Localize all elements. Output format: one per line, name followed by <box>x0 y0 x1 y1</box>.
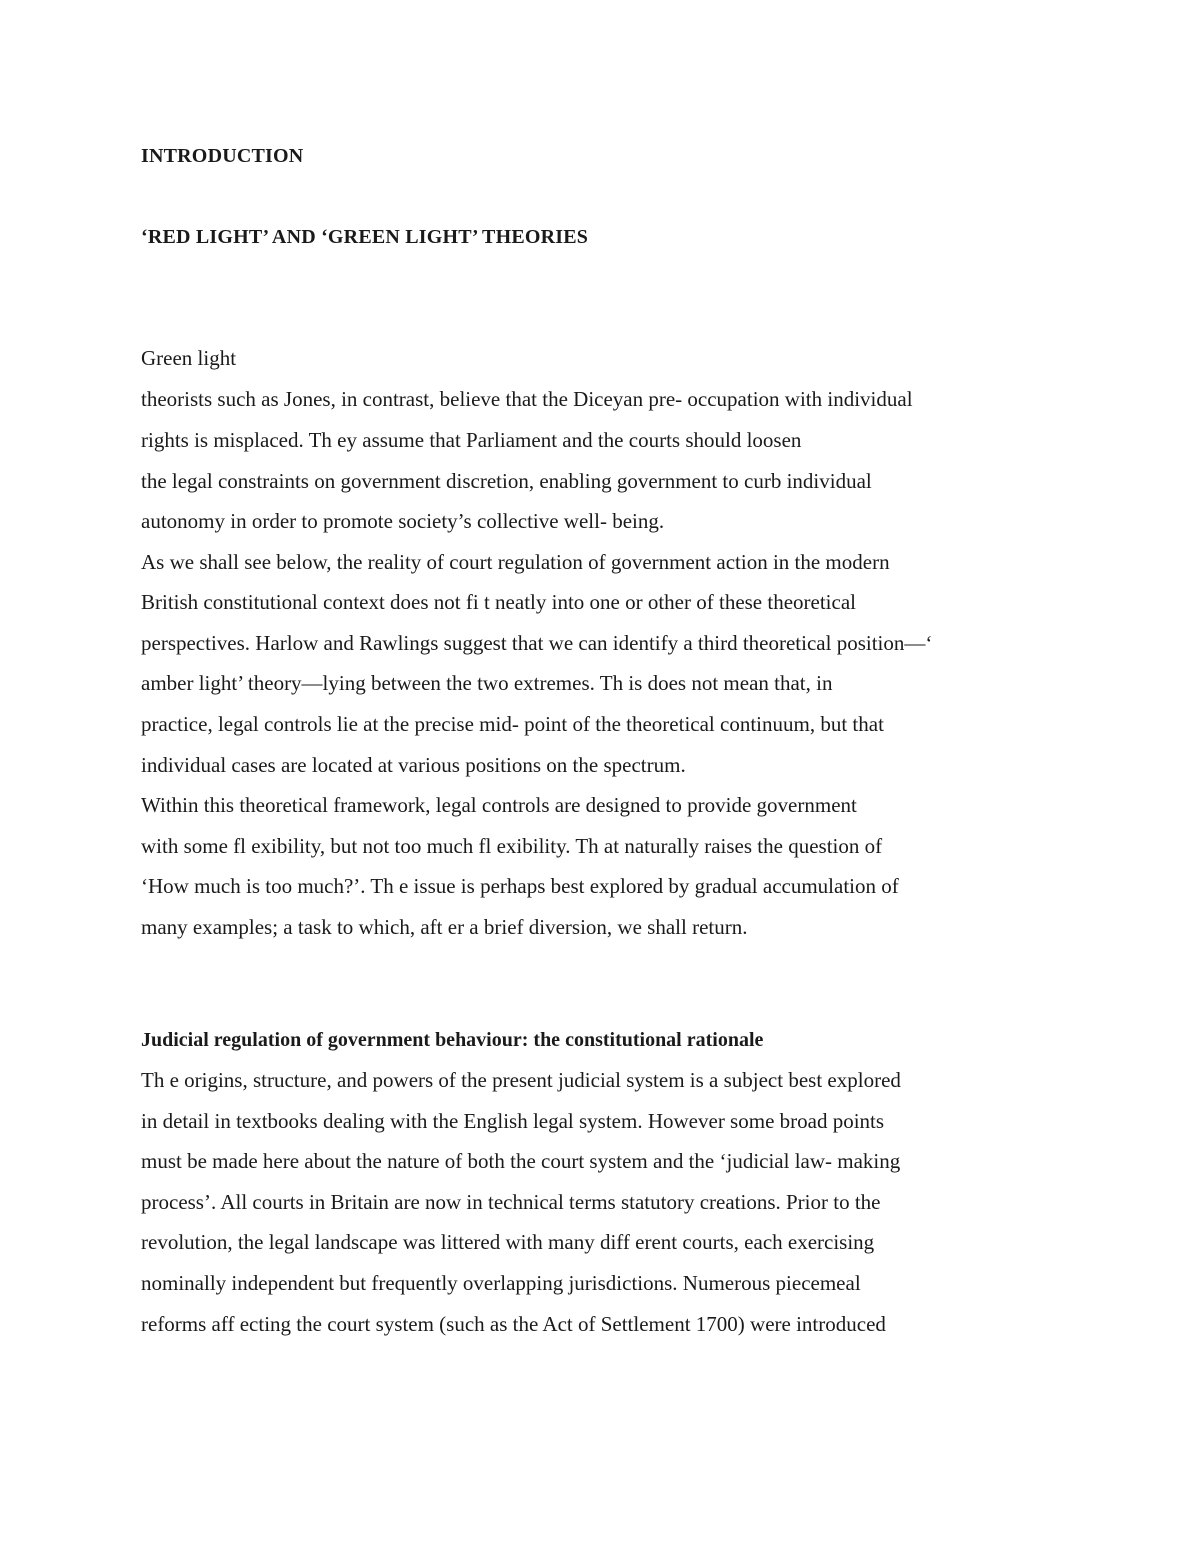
paragraph-line: As we shall see below, the reality of court regulation of government action in the modern <box>141 550 890 574</box>
paragraph-line: Green light <box>141 346 237 370</box>
paragraph-line: must be made here about the nature of both the court system and the ‘judicial law- making <box>141 1149 901 1173</box>
paragraph-line: the legal constraints on government discretion, enabling government to curb individual <box>141 469 872 493</box>
section-heading: Judicial regulation of government behaviour: the constitutional rationale <box>141 1029 764 1051</box>
paragraph-line: Th e origins, structure, and powers of the present judicial system is a subject best explored <box>141 1068 901 1092</box>
paragraph-line: process’. All courts in Britain are now in technical terms statutory creations. Prior to the <box>141 1190 881 1214</box>
paragraph-line: many examples; a task to which, aft er a brief diversion, we shall return. <box>141 915 748 939</box>
paragraph-line: ‘How much is too much?’. Th e issue is perhaps best explored by gradual accumulation of <box>141 874 899 898</box>
paragraph-line: reforms aff ecting the court system (such as the Act of Settlement 1700) were introduced <box>141 1312 886 1336</box>
paragraph-line: amber light’ theory—lying between the two extremes. Th is does not mean that, in <box>141 671 833 695</box>
document-title: INTRODUCTION <box>141 145 304 167</box>
paragraph-line: perspectives. Harlow and Rawlings suggest that we can identify a third theoretical position—‘ <box>141 631 933 655</box>
document-subtitle: ‘RED LIGHT’ AND ‘GREEN LIGHT’ THEORIES <box>141 226 589 248</box>
paragraph-line: theorists such as Jones, in contrast, believe that the Diceyan pre- occupation with individual <box>141 387 913 411</box>
paragraph-line: nominally independent but frequently overlapping jurisdictions. Numerous piecemeal <box>141 1271 861 1295</box>
paragraph-line: revolution, the legal landscape was littered with many diff erent courts, each exercising <box>141 1230 875 1254</box>
paragraph-line: practice, legal controls lie at the precise mid- point of the theoretical continuum, but that <box>141 712 884 736</box>
paragraph-line: autonomy in order to promote society’s collective well- being. <box>141 509 665 533</box>
paragraph-line: Within this theoretical framework, legal controls are designed to provide government <box>141 793 857 817</box>
paragraph-line: in detail in textbooks dealing with the English legal system. However some broad points <box>141 1109 885 1133</box>
paragraph-line: with some fl exibility, but not too much fl exibility. Th at naturally raises the question of <box>141 834 883 858</box>
paragraph-line: individual cases are located at various positions on the spectrum. <box>141 753 686 777</box>
paragraph-line: British constitutional context does not fi t neatly into one or other of these theoretical <box>141 590 856 614</box>
paragraph-line: rights is misplaced. Th ey assume that Parliament and the courts should loosen <box>141 428 802 452</box>
